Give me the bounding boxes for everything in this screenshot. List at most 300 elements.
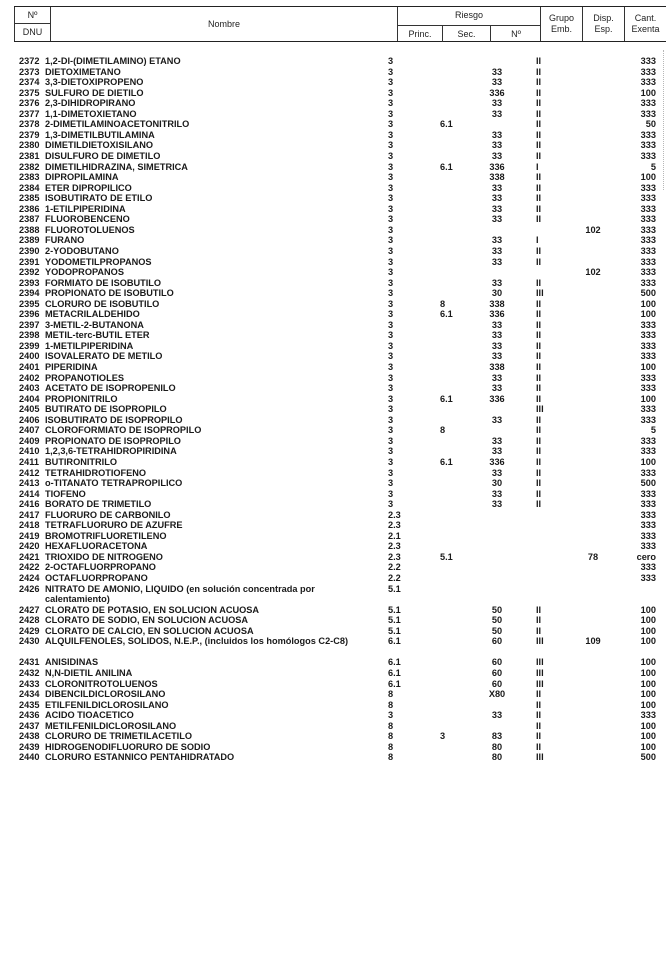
- cell-cant-exenta: 100: [640, 699, 656, 710]
- cell-nombre: CLORATO DE POTASIO, EN SOLUCION ACUOSA: [45, 604, 260, 615]
- cell-nombre: TETRAHIDROTIOFENO: [45, 467, 147, 478]
- cell-riesgo-princ: 3: [388, 182, 394, 193]
- cell-cant-exenta: 333: [640, 541, 656, 552]
- cell-riesgo-sec: 6.1: [440, 161, 453, 172]
- cell-dnu: 2391: [19, 256, 40, 267]
- cell-riesgo-no: 33: [491, 710, 503, 721]
- cell-riesgo-princ: 3: [388, 288, 394, 299]
- cell-nombre: ACETATO DE ISOPROPENILO: [45, 383, 176, 394]
- cell-riesgo-princ: 3: [388, 362, 394, 372]
- cell-grupo-emb: III: [536, 636, 544, 647]
- cell-nombre: METACRILALDEHIDO: [45, 309, 140, 320]
- cell-nombre: TETRAFLUORURO DE AZUFRE: [45, 520, 183, 531]
- cell-riesgo-princ: 2.2: [388, 562, 401, 573]
- cell-riesgo-no: 60: [491, 657, 503, 668]
- cell-riesgo-princ: 3: [388, 309, 394, 320]
- cell-grupo-emb: II: [536, 245, 542, 256]
- cell-grupo-emb: II: [536, 119, 542, 130]
- cell-riesgo-princ: 2.3: [388, 541, 401, 552]
- cell-nombre: ACIDO TIOACETICO: [45, 710, 134, 721]
- cell-riesgo-no: 338: [489, 298, 505, 309]
- cell-riesgo-princ: 8: [388, 720, 394, 731]
- cell-grupo-emb: II: [536, 478, 542, 488]
- cell-dnu: 2417: [19, 509, 40, 520]
- cell-nombre: FORMIATO DE ISOBUTILO: [45, 277, 162, 288]
- cell-dnu: 2434: [19, 689, 40, 699]
- cell-dnu: 2411: [19, 456, 39, 467]
- cell-grupo-emb: II: [536, 309, 542, 320]
- cell-cant-exenta: 333: [640, 77, 656, 88]
- cell-grupo-emb: III: [536, 288, 544, 299]
- cell-dnu: 2372: [19, 56, 40, 66]
- cell-riesgo-no: 33: [491, 108, 503, 119]
- cell-riesgo-princ: 3: [388, 87, 394, 98]
- cell-dnu: 2421: [19, 551, 40, 562]
- header-riesgo-no: Nº: [511, 29, 521, 39]
- cell-dnu: 2410: [19, 446, 40, 457]
- cell-grupo-emb: II: [536, 372, 542, 383]
- cell-nombre: DISULFURO DE DIMETILO: [45, 150, 161, 161]
- cell-cant-exenta: 333: [640, 256, 656, 267]
- cell-riesgo-princ: 3: [388, 446, 394, 457]
- cell-riesgo-sec: 8: [440, 425, 446, 436]
- cell-nombre: ETILFENILDICLOROSILANO: [45, 699, 169, 710]
- cell-nombre: FURANO: [45, 235, 85, 246]
- cell-cant-exenta: 333: [640, 520, 656, 531]
- cell-riesgo-princ: 3: [388, 161, 394, 172]
- header-riesgo-title: Riesgo: [454, 10, 483, 20]
- cell-dnu: 2397: [19, 319, 40, 330]
- cell-nombre: 1,3-DIMETILBUTILAMINA: [45, 129, 155, 140]
- cell-nombre: YODOMETILPROPANOS: [45, 256, 152, 267]
- cell-grupo-emb: III: [536, 667, 544, 678]
- cell-cant-exenta: 100: [640, 362, 656, 372]
- cell-cant-exenta: 333: [640, 267, 656, 277]
- cell-riesgo-no: 80: [491, 752, 503, 763]
- cell-riesgo-no: 33: [491, 140, 503, 151]
- cell-riesgo-no: 336: [489, 161, 505, 172]
- cell-grupo-emb: II: [536, 393, 542, 404]
- cell-dnu: 2413: [19, 478, 40, 488]
- cell-dnu: 2398: [19, 330, 40, 341]
- cell-riesgo-princ: 8: [388, 699, 394, 710]
- cell-cant-exenta: 333: [640, 277, 656, 288]
- cell-dnu: 2385: [19, 193, 40, 204]
- cell-riesgo-no: 33: [491, 277, 503, 288]
- cell-cant-exenta: 333: [640, 235, 656, 246]
- cell-cant-exenta: 100: [640, 720, 656, 731]
- cell-riesgo-no: 50: [491, 604, 503, 615]
- cell-cant-exenta: 100: [640, 309, 656, 320]
- cell-cant-exenta: 333: [640, 562, 656, 573]
- cell-riesgo-princ: 8: [388, 752, 394, 763]
- cell-dnu: 2440: [19, 752, 40, 763]
- cell-riesgo-no: 338: [489, 172, 505, 182]
- cell-dnu: 2379: [19, 129, 40, 140]
- cell-grupo-emb: II: [536, 625, 542, 636]
- cell-dnu: 2381: [19, 150, 40, 161]
- cell-riesgo-no: 336: [489, 309, 505, 320]
- cell-riesgo-no: 33: [491, 446, 503, 457]
- cell-nombre: FLUOROTOLUENOS: [45, 224, 135, 235]
- cell-cant-exenta: 333: [640, 193, 656, 204]
- cell-grupo-emb: II: [536, 351, 542, 362]
- cell-riesgo-no: 33: [491, 351, 503, 362]
- cell-dnu: 2395: [19, 298, 40, 309]
- cell-grupo-emb: II: [536, 140, 542, 151]
- cell-riesgo-princ: 3: [388, 478, 394, 488]
- cell-riesgo-princ: 3: [388, 340, 394, 351]
- cell-riesgo-no: 30: [491, 478, 503, 488]
- cell-riesgo-sec: 6.1: [440, 393, 453, 404]
- cell-riesgo-princ: 3: [388, 319, 394, 330]
- cell-riesgo-princ: 3: [388, 393, 394, 404]
- cell-dnu: 2396: [19, 309, 40, 320]
- cell-cant-exenta: 333: [640, 140, 656, 151]
- cell-nombre: BUTIRATO DE ISOPROPILO: [45, 404, 167, 415]
- cell-nombre: 1,2,3,6-TETRAHIDROPIRIDINA: [45, 446, 177, 457]
- cell-cant-exenta: 100: [640, 615, 656, 626]
- cell-riesgo-no: 33: [491, 245, 503, 256]
- cell-nombre: o-TITANATO TETRAPROPILICO: [45, 478, 183, 488]
- cell-grupo-emb: II: [536, 741, 542, 752]
- cell-grupo-emb: II: [536, 425, 542, 436]
- cell-grupo-emb: II: [536, 414, 542, 425]
- cell-disp-esp: 109: [585, 636, 601, 647]
- cell-cant-exenta: 333: [640, 404, 656, 415]
- cell-dnu: 2422: [19, 562, 40, 573]
- cell-dnu: 2403: [19, 383, 40, 394]
- cell-nombre: ISOVALERATO DE METILO: [45, 351, 163, 362]
- cell-riesgo-princ: 8: [388, 741, 394, 752]
- cell-grupo-emb: II: [536, 277, 542, 288]
- cell-nombre: DIMETILDIETOXISILANO: [45, 140, 154, 151]
- cell-dnu: 2409: [19, 435, 40, 446]
- cell-riesgo-no: 33: [491, 488, 503, 499]
- cell-dnu: 2394: [19, 288, 40, 299]
- header-no: Nº: [15, 7, 50, 24]
- cell-riesgo-no: 33: [491, 319, 503, 330]
- cell-nombre: PROPIONATO DE ISOPROPILO: [45, 435, 181, 446]
- cell-riesgo-princ: 3: [388, 256, 394, 267]
- cell-dnu: 2384: [19, 182, 40, 193]
- cell-riesgo-no: 33: [491, 66, 503, 77]
- cell-riesgo-no: X80: [488, 689, 506, 699]
- cell-riesgo-princ: 3: [388, 108, 394, 119]
- cell-riesgo-sec: 6.1: [440, 309, 453, 320]
- cell-riesgo-princ: 3: [388, 66, 394, 77]
- header-nombre: Nombre: [51, 7, 398, 41]
- cell-cant-exenta: 333: [640, 224, 656, 235]
- cell-grupo-emb: II: [536, 319, 542, 330]
- cell-cant-exenta: 333: [640, 56, 656, 66]
- header-princ: Princ.: [398, 26, 443, 42]
- cell-dnu: 2400: [19, 351, 40, 362]
- cell-nombre: DIPROPILAMINA: [45, 172, 119, 182]
- cell-nombre: 1-METILPIPERIDINA: [45, 340, 134, 351]
- cell-nombre: YODOPROPANOS: [45, 267, 124, 277]
- cell-grupo-emb: I: [536, 235, 539, 246]
- cell-riesgo-princ: 3: [388, 488, 394, 499]
- cell-grupo-emb: II: [536, 298, 542, 309]
- cell-grupo-emb: II: [536, 435, 542, 446]
- cell-riesgo-princ: 3: [388, 383, 394, 394]
- cell-riesgo-princ: 6.1: [388, 678, 401, 689]
- cell-riesgo-princ: 5.1: [388, 604, 401, 615]
- cell-grupo-emb: II: [536, 456, 542, 467]
- cell-grupo-emb: III: [536, 752, 544, 763]
- cell-cant-exenta: 333: [640, 383, 656, 394]
- cell-cant-exenta: 333: [640, 446, 656, 457]
- cell-nombre: 2-DIMETILAMINOACETONITRILO: [45, 119, 190, 130]
- cell-nombre: TIOFENO: [45, 488, 86, 499]
- cell-cant-exenta: 100: [640, 678, 656, 689]
- cell-cant-exenta: 333: [640, 530, 656, 541]
- cell-nombre: FLUORURO DE CARBONILO: [45, 509, 171, 520]
- cell-cant-exenta: 500: [640, 478, 656, 488]
- cell-riesgo-princ: 2.3: [388, 509, 401, 520]
- cell-cant-exenta: 333: [640, 319, 656, 330]
- cell-cant-exenta: 333: [640, 98, 656, 109]
- cell-riesgo-princ: 2.1: [388, 530, 401, 541]
- cell-nombre: CLORURO ESTANNICO PENTAHIDRATADO: [45, 752, 235, 763]
- cell-dnu: 2424: [19, 573, 40, 583]
- cell-riesgo-no: 33: [491, 214, 503, 225]
- cell-riesgo-no: 80: [491, 741, 503, 752]
- cell-grupo-emb: III: [536, 404, 544, 415]
- cell-nombre: 1,2-DI-(DIMETILAMINO) ETANO: [45, 56, 181, 66]
- cell-grupo-emb: II: [536, 720, 542, 731]
- cell-nombre: 2-YODOBUTANO: [45, 245, 119, 256]
- cell-nombre: N,N-DIETIL ANILINA: [45, 667, 133, 678]
- cell-riesgo-no: 33: [491, 193, 503, 204]
- cell-riesgo-no: 33: [491, 340, 503, 351]
- cell-nombre: DIMETILHIDRAZINA, SIMETRICA: [45, 161, 188, 172]
- cell-riesgo-no: 33: [491, 129, 503, 140]
- cell-nombre: ETER DIPROPILICO: [45, 182, 132, 193]
- cell-cant-exenta: 500: [640, 288, 656, 299]
- cell-cant-exenta: 333: [640, 414, 656, 425]
- header-grupo-emb: [541, 7, 583, 41]
- cell-cant-exenta: 100: [640, 87, 656, 98]
- cell-riesgo-princ: 5.1: [388, 625, 401, 636]
- cell-cant-exenta: 333: [640, 710, 656, 721]
- cell-grupo-emb: II: [536, 98, 542, 109]
- cell-dnu: 2376: [19, 98, 40, 109]
- cell-dnu: 2386: [19, 203, 40, 214]
- cell-grupo-emb: II: [536, 383, 542, 394]
- cell-riesgo-no: 60: [491, 667, 503, 678]
- cell-grupo-emb: II: [536, 615, 542, 626]
- cell-dnu: 2373: [19, 66, 40, 77]
- cell-riesgo-no: 33: [491, 414, 503, 425]
- cell-grupo-emb: II: [536, 77, 542, 88]
- cell-riesgo-no: 33: [491, 150, 503, 161]
- cell-cant-exenta: 333: [640, 499, 656, 510]
- cell-nombre: METIL-terc-BUTIL ETER: [45, 330, 150, 341]
- cell-grupo-emb: II: [536, 689, 542, 699]
- cell-dnu: 2383: [19, 172, 40, 182]
- cell-cant-exenta: 333: [640, 340, 656, 351]
- cell-cant-exenta: 333: [640, 182, 656, 193]
- cell-dnu: 2389: [19, 235, 40, 246]
- cell-nombre: ALQUILFENOLES, SOLIDOS, N.E.P., (incluidos los homólogos C2-C8): [45, 636, 349, 647]
- cell-nombre: ISOBUTIRATO DE ISOPROPILO: [45, 414, 183, 425]
- cell-cant-exenta: 333: [640, 372, 656, 383]
- cell-nombre: 2-OCTAFLUORPROPANO: [45, 562, 156, 573]
- cell-dnu: 2402: [19, 372, 40, 383]
- cell-riesgo-no: 33: [491, 383, 503, 394]
- cell-cant-exenta: 100: [640, 604, 656, 615]
- cell-cant-exenta: 333: [640, 150, 656, 161]
- cell-grupo-emb: I: [536, 161, 539, 172]
- cell-riesgo-no: 336: [489, 456, 505, 467]
- cell-dnu: 2414: [19, 488, 40, 499]
- cell-grupo-emb: II: [536, 56, 542, 66]
- cell-nombre: 2,3-DIHIDROPIRANO: [45, 98, 136, 109]
- cell-riesgo-no: 33: [491, 330, 503, 341]
- cell-nombre: CLORONITROTOLUENOS: [45, 678, 158, 689]
- cell-dnu: 2404: [19, 393, 40, 404]
- cell-dnu: 2430: [19, 636, 40, 647]
- header-grupo-line1: Grupo: [548, 13, 574, 23]
- cell-dnu: 2380: [19, 140, 40, 151]
- cell-cant-exenta: 5: [650, 425, 656, 436]
- cell-grupo-emb: II: [536, 66, 542, 77]
- cell-riesgo-princ: 3: [388, 77, 394, 88]
- cell-dnu: 2431: [19, 657, 40, 668]
- cell-cant-exenta: 50: [645, 119, 656, 130]
- cell-grupo-emb: II: [536, 150, 542, 161]
- cell-riesgo-princ: 3: [388, 267, 394, 277]
- cell-riesgo-princ: 3: [388, 98, 394, 109]
- cell-riesgo-princ: 2.3: [388, 520, 401, 531]
- cell-cant-exenta: 333: [640, 66, 656, 77]
- cell-dnu: 2416: [19, 499, 40, 510]
- cell-grupo-emb: II: [536, 214, 542, 225]
- cell-dnu: 2393: [19, 277, 40, 288]
- page-edge-mark: [660, 50, 664, 190]
- cell-nombre: PROPIONITRILO: [45, 393, 118, 404]
- cell-grupo-emb: III: [536, 657, 544, 668]
- cell-nombre: 1,1-DIMETOXIETANO: [45, 108, 137, 119]
- cell-nombre: HEXAFLUORACETONA: [45, 541, 148, 552]
- cell-riesgo-princ: 3: [388, 499, 394, 510]
- cell-riesgo-princ: 3: [388, 414, 394, 425]
- cell-riesgo-no: 50: [491, 625, 503, 636]
- cell-riesgo-princ: 3: [388, 150, 394, 161]
- cell-nombre: CLORURO DE ISOBUTILO: [45, 298, 160, 309]
- cell-riesgo-no: 33: [491, 98, 503, 109]
- cell-dnu: 2387: [19, 214, 40, 225]
- cell-cant-exenta: 333: [640, 509, 656, 520]
- cell-nombre: 3,3-DIETOXIPROPENO: [45, 77, 144, 88]
- cell-dnu: 2429: [19, 625, 40, 636]
- cell-grupo-emb: II: [536, 172, 542, 182]
- cell-dnu: 2388: [19, 224, 40, 235]
- cell-riesgo-no: 33: [491, 203, 503, 214]
- cell-grupo-emb: II: [536, 446, 542, 457]
- cell-riesgo-no: 336: [489, 393, 505, 404]
- cell-riesgo-sec: 5.1: [440, 551, 453, 562]
- cell-dnu: 2406: [19, 414, 40, 425]
- cell-dnu: 2407: [19, 425, 40, 436]
- cell-riesgo-princ: 3: [388, 119, 394, 130]
- cell-dnu: 2378: [19, 119, 40, 130]
- cell-nombre: ISOBUTIRATO DE ETILO: [45, 193, 153, 204]
- cell-riesgo-no: 60: [491, 678, 503, 689]
- cell-riesgo-princ: 3: [388, 214, 394, 225]
- cell-cant-exenta: 333: [640, 203, 656, 214]
- cell-riesgo-no: 33: [491, 467, 503, 478]
- cell-cant-exenta: 333: [640, 108, 656, 119]
- cell-cant-exenta: 100: [640, 741, 656, 752]
- cell-riesgo-princ: 8: [388, 731, 394, 742]
- cell-dnu: 2377: [19, 108, 40, 119]
- cell-grupo-emb: II: [536, 203, 542, 214]
- cell-dnu: 2428: [19, 615, 40, 626]
- cell-riesgo-princ: 3: [388, 140, 394, 151]
- cell-cant-exenta: cero: [636, 551, 656, 562]
- cell-riesgo-princ: 3: [388, 456, 394, 467]
- cell-nombre: ANISIDINAS: [45, 657, 99, 668]
- cell-nombre: CLORATO DE SODIO, EN SOLUCION ACUOSA: [45, 615, 248, 626]
- cell-nombre: BORATO DE TRIMETILO: [45, 499, 152, 510]
- header-dnu: DNU: [22, 27, 43, 37]
- cell-cant-exenta: 333: [640, 214, 656, 225]
- header-cant-exenta: [625, 7, 666, 41]
- cell-nombre: NITRATO DE AMONIO, LIQUIDO (en solución concentrada por calentamiento): [45, 583, 315, 605]
- cell-grupo-emb: II: [536, 330, 542, 341]
- cell-nombre: OCTAFLUORPROPANO: [45, 573, 148, 583]
- cell-dnu: 2439: [19, 741, 40, 752]
- cell-riesgo-no: 33: [491, 435, 503, 446]
- cell-cant-exenta: 5: [650, 161, 656, 172]
- cell-nombre: DIBENCILDICLOROSILANO: [45, 689, 166, 699]
- cell-cant-exenta: 333: [640, 245, 656, 256]
- cell-cant-exenta: 100: [640, 172, 656, 182]
- cell-riesgo-princ: 3: [388, 298, 394, 309]
- cell-riesgo-sec: 8: [440, 298, 446, 309]
- cell-cant-exenta: 100: [640, 636, 656, 647]
- cell-dnu: 2374: [19, 77, 40, 88]
- cell-grupo-emb: II: [536, 87, 542, 98]
- cell-dnu: 2419: [19, 530, 40, 541]
- cell-riesgo-princ: 6.1: [388, 667, 401, 678]
- cell-nombre: 3-METIL-2-BUTANONA: [45, 319, 144, 330]
- cell-nombre: SULFURO DE DIETILO: [45, 87, 144, 98]
- cell-dnu: 2432: [19, 667, 40, 678]
- cell-grupo-emb: II: [536, 467, 542, 478]
- cell-grupo-emb: II: [536, 362, 542, 372]
- cell-riesgo-sec: 6.1: [440, 456, 453, 467]
- cell-riesgo-no: 30: [491, 288, 503, 299]
- cell-riesgo-princ: 3: [388, 330, 394, 341]
- cell-cant-exenta: 333: [640, 435, 656, 446]
- cell-dnu: 2392: [19, 267, 40, 277]
- cell-grupo-emb: II: [536, 604, 542, 615]
- cell-grupo-emb: II: [536, 182, 542, 193]
- cell-riesgo-sec: 3: [440, 731, 446, 742]
- cell-cant-exenta: 100: [640, 731, 656, 742]
- cell-riesgo-sec: 6.1: [440, 119, 453, 130]
- cell-riesgo-no: 33: [491, 499, 503, 510]
- cell-dnu: 2399: [19, 340, 40, 351]
- cell-cant-exenta: 100: [640, 625, 656, 636]
- cell-riesgo-princ: 3: [388, 404, 394, 415]
- cell-riesgo-no: 60: [491, 636, 503, 647]
- cell-grupo-emb: II: [536, 340, 542, 351]
